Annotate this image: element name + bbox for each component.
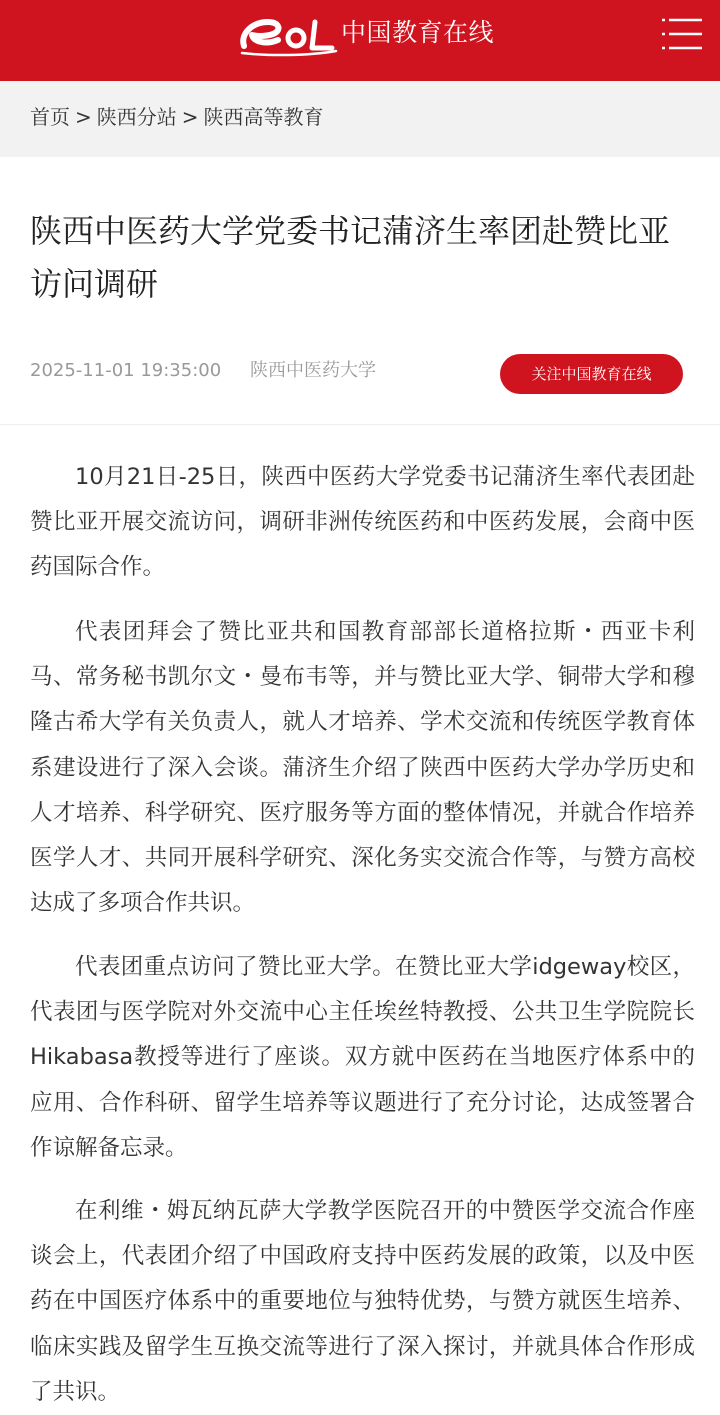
- article-paragraph: 10月21日-25日，陕西中医药大学党委书记蒲济生率代表团赴赞比亚开展交流访问，调研非洲传统医药和中医药发展，会商中医药国际合作。: [30, 464, 695, 581]
- breadcrumb: [30, 101, 324, 133]
- breadcrumb-separator: >: [75, 105, 92, 129]
- publish-date: 2025-11-01 19:35:00: [30, 360, 222, 381]
- eol-logo[interactable]: [238, 12, 338, 58]
- article-source: 陕西中医药大学: [250, 360, 376, 381]
- breadcrumb-separator: >: [181, 105, 199, 129]
- article-paragraph: 代表团拜会了赞比亚共和国教育部部长道格拉斯・西亚卡利马、常务秘书凯尔文・曼布韦等，并与赞比亚大学、铜带大学和穆隆古希大学有关负责人，就人才培养、学术交流和传统医学教育体系建设进行了深入会谈。蒲济生介绍了陕西中医药大学办学历史和人才培养、科学研究、医疗服务等方面的整体情况，并就合作培养医学人才、共同开展科学研究、深化务实交流合作等，与赞方高校达成了多项合作共识。: [30, 619, 695, 917]
- article-title: 陕西中医药大学党委书记蒲济生率团赴赞比亚访问调研: [30, 212, 671, 303]
- article-paragraph: 在利维・姆瓦纳瓦萨大学教学医院召开的中赞医学交流合作座谈会上，代表团介绍了中国政府支持中医药发展的政策，以及中医药在中国医疗体系中的重要地位与独特优势，与赞方就医生培养、临床实践及留学生互换交流等进行了深入探讨，并就具体合作形成了共识。: [30, 1198, 695, 1405]
- divider: [0, 424, 720, 425]
- hamburger-menu-icon[interactable]: [660, 15, 704, 53]
- breadcrumb-home[interactable]: 首页: [30, 105, 70, 129]
- brand-name[interactable]: 中国教育在线: [341, 18, 495, 47]
- top-header-bar: [0, 0, 720, 81]
- article-paragraph: 代表团重点访问了赞比亚大学。在赞比亚大学idgeway校区，代表团与医学院对外交流中心主任埃丝特教授、公共卫生学院院长Hikabasa教授等进行了座谈。双方就中医药在当地医疗体系中的应用、合作科研、留学生培养等议题进行了充分讨论，达成签署合作谅解备忘录。: [30, 954, 695, 1161]
- breadcrumb-higher-education[interactable]: 陕西高等教育: [203, 105, 324, 129]
- breadcrumb-bar: [0, 81, 720, 157]
- follow-button[interactable]: 关注中国教育在线: [500, 354, 683, 394]
- breadcrumb-shaanxi[interactable]: 陕西分站: [96, 105, 177, 129]
